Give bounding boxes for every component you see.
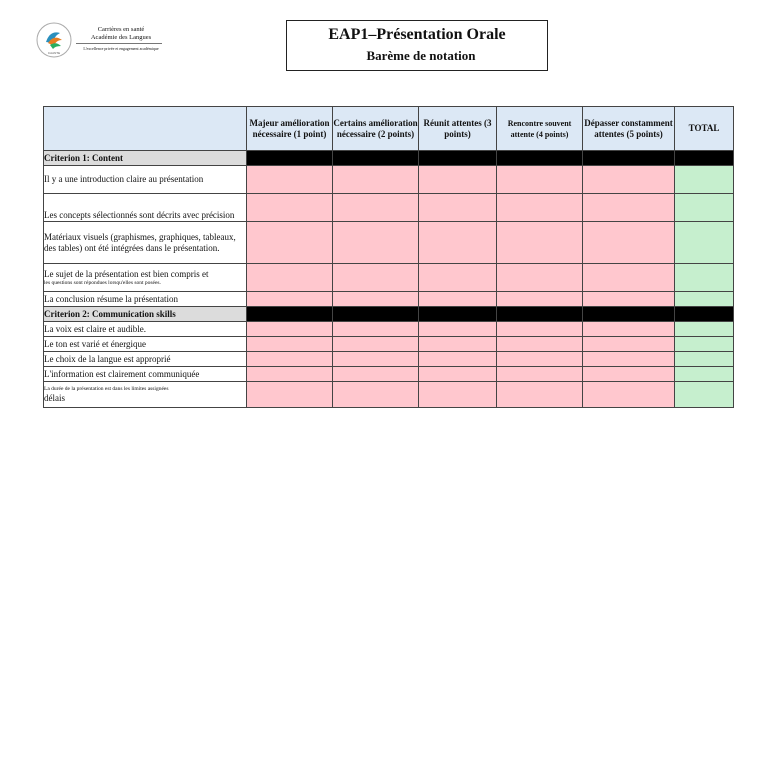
table-row bbox=[44, 367, 734, 382]
score-cell[interactable] bbox=[497, 222, 583, 264]
table-row bbox=[44, 264, 734, 292]
section-row bbox=[44, 151, 734, 166]
table-row bbox=[44, 166, 734, 194]
header-col-5: Dépasser constamment attentes (5 points) bbox=[583, 107, 675, 151]
header-row bbox=[44, 107, 734, 151]
header-col-4: Rencontre souvent attente (4 points) bbox=[497, 107, 583, 151]
section-label: Criterion 2: Communication skills bbox=[44, 307, 247, 322]
total-cell[interactable] bbox=[675, 337, 734, 352]
score-cell[interactable] bbox=[497, 292, 583, 307]
section-fill bbox=[583, 307, 675, 322]
score-cell[interactable] bbox=[583, 166, 675, 194]
section-fill bbox=[675, 307, 734, 322]
section-fill bbox=[333, 151, 419, 166]
section-fill bbox=[247, 307, 333, 322]
score-cell[interactable] bbox=[419, 352, 497, 367]
total-cell[interactable] bbox=[675, 264, 734, 292]
criterion-note: les questions sont répondues lorsqu'elles sont posées. bbox=[44, 279, 161, 286]
score-cell[interactable] bbox=[497, 337, 583, 352]
academy-logo bbox=[36, 22, 166, 62]
academy-name bbox=[76, 26, 166, 42]
score-cell[interactable] bbox=[333, 194, 419, 222]
criterion-text: Le choix de la langue est approprié bbox=[44, 352, 247, 367]
score-cell[interactable] bbox=[583, 322, 675, 337]
table-row bbox=[44, 382, 734, 408]
score-cell[interactable] bbox=[247, 322, 333, 337]
criterion-note: La durée de la présentation est dans les limites assignées bbox=[44, 385, 169, 392]
page-title: EAP1–Présentation Orale bbox=[328, 26, 506, 43]
total-cell[interactable] bbox=[675, 166, 734, 194]
section-row bbox=[44, 307, 734, 322]
score-cell[interactable] bbox=[419, 194, 497, 222]
score-cell[interactable] bbox=[247, 367, 333, 382]
score-cell[interactable] bbox=[333, 264, 419, 292]
total-cell[interactable] bbox=[675, 382, 734, 408]
section-fill bbox=[419, 307, 497, 322]
score-cell[interactable] bbox=[419, 166, 497, 194]
score-cell[interactable] bbox=[333, 166, 419, 194]
score-cell[interactable] bbox=[247, 264, 333, 292]
score-cell[interactable] bbox=[333, 352, 419, 367]
section-fill bbox=[419, 151, 497, 166]
score-cell[interactable] bbox=[333, 382, 419, 408]
table-row bbox=[44, 292, 734, 307]
table-row bbox=[44, 222, 734, 264]
total-cell[interactable] bbox=[675, 352, 734, 367]
score-cell[interactable] bbox=[333, 337, 419, 352]
header-col-2: Certains amélioration nécessaire (2 points) bbox=[333, 107, 419, 151]
score-cell[interactable] bbox=[247, 222, 333, 264]
score-cell[interactable] bbox=[333, 367, 419, 382]
section-fill bbox=[497, 307, 583, 322]
rubric-table bbox=[43, 106, 734, 408]
score-cell[interactable] bbox=[583, 292, 675, 307]
score-cell[interactable] bbox=[419, 367, 497, 382]
header-col-total: TOTAL bbox=[675, 107, 734, 151]
criterion-text: La voix est claire et audible. bbox=[44, 322, 247, 337]
section-fill bbox=[675, 151, 734, 166]
criterion-text: Il y a une introduction claire au présentation bbox=[44, 166, 247, 194]
criterion-text: Le ton est varié et énergique bbox=[44, 337, 247, 352]
score-cell[interactable] bbox=[247, 352, 333, 367]
criterion-text: Matériaux visuels (graphismes, graphiques, tableaux, des tables) ont été intégrées dans le présentation. bbox=[44, 222, 247, 264]
score-cell[interactable] bbox=[333, 292, 419, 307]
table-row bbox=[44, 322, 734, 337]
score-cell[interactable] bbox=[419, 264, 497, 292]
criterion-text: La conclusion résume la présentation bbox=[44, 292, 247, 307]
criterion-cell bbox=[44, 264, 247, 292]
score-cell[interactable] bbox=[497, 264, 583, 292]
score-cell[interactable] bbox=[583, 194, 675, 222]
section-label: Criterion 1: Content bbox=[44, 151, 247, 166]
table-row bbox=[44, 352, 734, 367]
score-cell[interactable] bbox=[583, 222, 675, 264]
title-box bbox=[286, 20, 548, 71]
score-cell[interactable] bbox=[497, 194, 583, 222]
header-col-3: Réunit attentes (3 points) bbox=[419, 107, 497, 151]
header-criteria-blank bbox=[44, 107, 247, 151]
section-fill bbox=[497, 151, 583, 166]
total-cell[interactable] bbox=[675, 367, 734, 382]
score-cell[interactable] bbox=[583, 352, 675, 367]
table-row bbox=[44, 194, 734, 222]
academy-tagline: L'excellence privée et engagement académique bbox=[83, 46, 159, 51]
academy-name-line2: Académie des Langues bbox=[90, 34, 152, 41]
score-cell[interactable] bbox=[583, 382, 675, 408]
score-cell[interactable] bbox=[497, 367, 583, 382]
criterion-text: Les concepts sélectionnés sont décrits avec précision bbox=[44, 194, 247, 222]
header-col-1: Majeur amélioration nécessaire (1 point) bbox=[247, 107, 333, 151]
total-cell[interactable] bbox=[675, 194, 734, 222]
score-cell[interactable] bbox=[247, 292, 333, 307]
score-cell[interactable] bbox=[419, 322, 497, 337]
score-cell[interactable] bbox=[333, 322, 419, 337]
score-cell[interactable] bbox=[419, 382, 497, 408]
criterion-cell bbox=[44, 382, 247, 408]
section-fill bbox=[583, 151, 675, 166]
svg-text:CAANTE: CAANTE bbox=[47, 51, 61, 55]
score-cell[interactable] bbox=[583, 264, 675, 292]
total-cell[interactable] bbox=[675, 222, 734, 264]
criterion-text: L'information est clairement communiquée bbox=[44, 367, 247, 382]
score-cell[interactable] bbox=[247, 194, 333, 222]
section-fill bbox=[247, 151, 333, 166]
score-cell[interactable] bbox=[497, 352, 583, 367]
criterion-text: délais bbox=[44, 392, 65, 403]
academy-name-line1: Carrières en santé bbox=[97, 26, 145, 33]
criterion-text: Le sujet de la présentation est bien compris et bbox=[44, 268, 209, 279]
score-cell[interactable] bbox=[247, 382, 333, 408]
score-cell[interactable] bbox=[419, 222, 497, 264]
total-cell[interactable] bbox=[675, 322, 734, 337]
academy-tagline-wrap bbox=[76, 45, 166, 51]
page-subtitle: Barème de notation bbox=[366, 48, 476, 63]
score-cell[interactable] bbox=[583, 367, 675, 382]
logo-divider bbox=[76, 43, 162, 44]
table-row bbox=[44, 337, 734, 352]
score-cell[interactable] bbox=[497, 382, 583, 408]
score-cell[interactable] bbox=[583, 337, 675, 352]
score-cell[interactable] bbox=[333, 222, 419, 264]
score-cell[interactable] bbox=[497, 322, 583, 337]
total-cell[interactable] bbox=[675, 292, 734, 307]
academy-logo-icon bbox=[36, 22, 72, 58]
score-cell[interactable] bbox=[419, 337, 497, 352]
section-fill bbox=[333, 307, 419, 322]
score-cell[interactable] bbox=[419, 292, 497, 307]
score-cell[interactable] bbox=[497, 166, 583, 194]
score-cell[interactable] bbox=[247, 337, 333, 352]
score-cell[interactable] bbox=[247, 166, 333, 194]
